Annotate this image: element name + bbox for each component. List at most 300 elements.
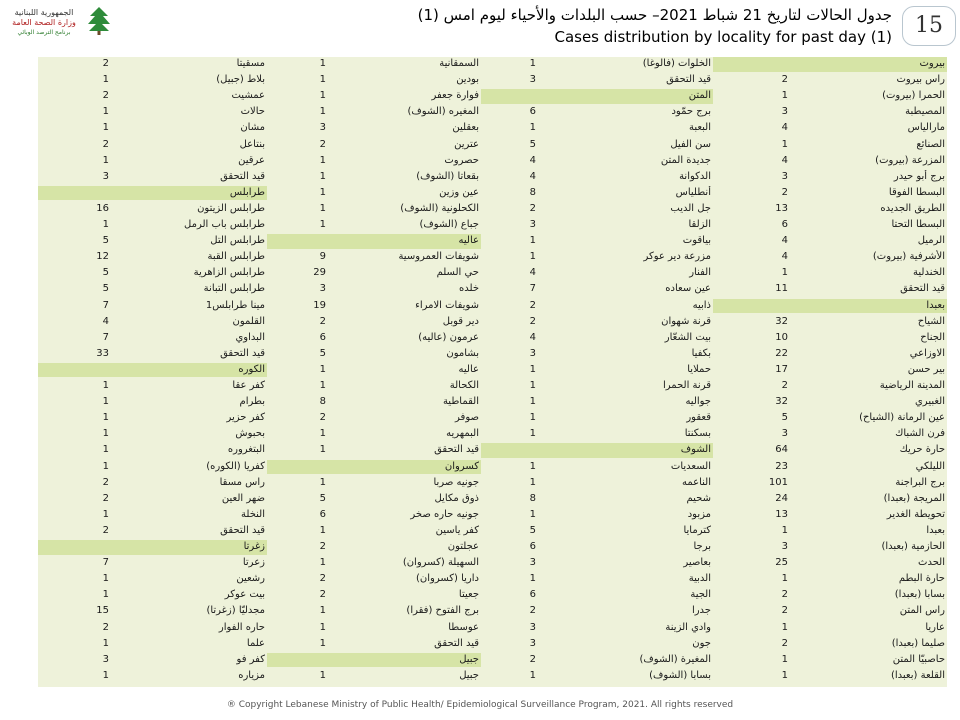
locality-name: فوارة جعفر [431, 90, 479, 102]
locality-name: بعاصير [683, 557, 711, 569]
case-count: 1 [781, 653, 788, 665]
case-count: 33 [96, 347, 109, 359]
case-count: 1 [781, 90, 788, 102]
locality-name: الليلكي [915, 460, 945, 472]
locality-name: طرابلس باب الرمل [184, 219, 265, 230]
case-count: 32 [775, 396, 788, 408]
case-count: 101 [768, 476, 788, 488]
case-count: 7 [102, 557, 109, 569]
locality-name: كفريا (الكوره) [206, 460, 265, 472]
case-count: 5 [102, 283, 109, 295]
case-count: 6 [319, 508, 326, 520]
table-row [38, 234, 947, 249]
case-count: 7 [102, 299, 109, 311]
locality-name: قيد التحقق [900, 283, 945, 295]
case-count: 1 [781, 573, 788, 585]
case-count: 1 [529, 380, 536, 391]
case-count: 2 [319, 138, 326, 150]
case-count: 1 [529, 573, 536, 585]
case-count: 5 [781, 412, 788, 424]
case-count: 1 [319, 444, 326, 456]
locality-name: قيد التحقق [434, 444, 479, 456]
table-row [38, 379, 947, 394]
locality-name: الحدث [918, 557, 945, 569]
locality-name: الفنار [689, 267, 711, 279]
locality-name: برج حمّود [671, 106, 711, 118]
case-count: 3 [529, 347, 536, 359]
locality-name: البعبة [688, 122, 711, 134]
locality-name: بياقوت [682, 235, 711, 247]
case-count: 24 [775, 492, 788, 504]
case-count: 1 [319, 170, 326, 182]
locality-name: زعرتا [242, 557, 265, 569]
locality-name: حملايا [687, 363, 711, 375]
locality-name: جواليه [685, 396, 711, 408]
locality-name: بطرام [239, 396, 265, 408]
case-count: 3 [529, 637, 536, 649]
table-row [38, 669, 947, 684]
case-count: 22 [775, 347, 788, 359]
case-count [713, 299, 792, 314]
case-count: 1 [529, 58, 536, 69]
case-count: 1 [529, 476, 536, 488]
case-count [38, 186, 113, 201]
case-count: 1 [319, 557, 326, 569]
case-count: 1 [102, 444, 109, 456]
case-count: 2 [781, 74, 788, 86]
locality-name: المغيرة (الشوف) [639, 653, 711, 665]
locality-name: شحيم [686, 492, 711, 504]
page-number: 15 [902, 6, 956, 46]
locality-name: قيد التحقق [220, 170, 265, 182]
locality-name: المزرعة (بيروت) [875, 154, 945, 166]
case-count: 11 [775, 283, 788, 295]
locality-name: راس المتن [899, 605, 945, 617]
case-count: 4 [781, 122, 788, 134]
locality-name: قعقور [686, 412, 711, 424]
locality-name: الجناح [920, 331, 945, 343]
case-count: 7 [102, 331, 109, 343]
case-count [481, 443, 540, 458]
case-count: 1 [529, 508, 536, 520]
case-count: 2 [319, 412, 326, 424]
case-count: 1 [102, 508, 109, 520]
case-count: 5 [529, 138, 536, 150]
case-count: 8 [529, 492, 536, 504]
case-count: 1 [102, 380, 109, 391]
case-count: 2 [529, 653, 536, 665]
case-count: 10 [775, 331, 788, 343]
footer-copyright: ® Copyright Lebanese Ministry of Public Health/ Epidemiological Surveillance Program, 2021. All rights reserved [226, 700, 734, 710]
locality-name: الشوف [540, 443, 713, 458]
locality-name: بسكنتا [684, 428, 711, 440]
case-count: 4 [529, 267, 536, 279]
case-count: 4 [781, 251, 788, 263]
locality-name: رشعين [236, 573, 265, 585]
case-count: 2 [102, 621, 109, 633]
case-count: 1 [319, 363, 326, 375]
table-row [38, 508, 947, 523]
locality-name: عين وزين [439, 186, 479, 198]
case-count: 3 [529, 621, 536, 633]
locality-name: بلاط (جبيل) [216, 74, 265, 86]
table-row [38, 138, 947, 153]
locality-name: كسروان [330, 460, 481, 475]
case-count: 64 [775, 444, 788, 456]
locality-name: عين سعاده [665, 283, 711, 295]
locality-name: البمهريه [446, 428, 479, 440]
case-count: 3 [529, 219, 536, 230]
locality-name: جونيه صربا [433, 476, 479, 488]
table-row [38, 540, 947, 555]
case-count: 1 [102, 219, 109, 230]
case-count: 3 [102, 653, 109, 665]
locality-name: داريا (كسروان) [415, 573, 479, 585]
locality-name: شويفات الامراء [415, 299, 479, 311]
locality-name: صليما (بعبدا) [891, 637, 945, 649]
locality-name: السهيلة (كسروان) [402, 557, 479, 569]
table-row [38, 347, 947, 362]
locality-name: الرميل [917, 235, 945, 247]
locality-name: حالات [240, 106, 265, 118]
locality-name: بنتاعل [239, 138, 265, 150]
case-count: 1 [529, 363, 536, 375]
case-count: 13 [775, 202, 788, 214]
locality-name: المصيطبة [905, 106, 945, 118]
case-count [267, 234, 330, 249]
locality-name: ذوق مكايل [434, 492, 479, 504]
locality-name: جدرا [691, 605, 711, 617]
case-count: 2 [319, 573, 326, 585]
case-count: 1 [102, 396, 109, 408]
locality-name: طرابلس التل [210, 235, 265, 247]
locality-name: عترين [454, 138, 479, 150]
case-count: 3 [781, 106, 788, 118]
case-count: 17 [775, 363, 788, 375]
locality-name: الحازمية (بعبدا) [881, 541, 945, 552]
locality-name: بعبدا [792, 299, 947, 314]
locality-name: المغيره (الشوف) [407, 106, 479, 118]
locality-name: بحبوش [235, 428, 265, 440]
locality-name: حي السلم [436, 267, 479, 279]
locality-name: أنطلياس [675, 186, 711, 198]
locality-name: القلعة (بعبدا) [890, 669, 945, 681]
locality-name: طرابلس القبة [207, 251, 265, 263]
table-row [38, 73, 947, 88]
locality-name: حارة البطم [898, 573, 945, 585]
header [0, 0, 960, 56]
case-count: 3 [529, 557, 536, 569]
case-count: 4 [102, 315, 109, 327]
locality-name: الدبية [688, 573, 711, 585]
case-count [38, 540, 113, 555]
locality-name: فرن الشباك [895, 428, 945, 440]
case-count: 1 [319, 524, 326, 536]
table-row [38, 572, 947, 587]
case-count: 9 [319, 251, 326, 263]
case-count: 5 [102, 267, 109, 279]
case-count: 2 [781, 380, 788, 391]
table-row [38, 476, 947, 491]
locality-name: قيد التحقق [220, 524, 265, 536]
case-count: 1 [319, 202, 326, 214]
table-row [38, 315, 947, 330]
case-count: 1 [319, 605, 326, 617]
locality-name: كفر حزير [226, 412, 265, 424]
locality-name: مينا طرابلس1 [205, 299, 265, 311]
locality-name: البتغروره [227, 444, 265, 456]
locality-name: بودين [456, 74, 479, 86]
locality-name: صوفر [455, 412, 479, 424]
locality-name: بكفيا [691, 347, 711, 359]
case-count: 1 [319, 186, 326, 198]
case-count: 19 [313, 299, 326, 311]
table-row [38, 604, 947, 619]
case-count [481, 89, 540, 104]
locality-name: الصنائع [916, 138, 945, 150]
case-count: 1 [319, 428, 326, 440]
locality-name: جديدة المتن [660, 154, 711, 166]
table-row [38, 89, 947, 104]
locality-name: عرقين [238, 154, 265, 166]
table-row [38, 282, 947, 297]
case-count: 23 [775, 460, 788, 472]
case-count: 3 [319, 283, 326, 295]
locality-name: علما [246, 637, 265, 649]
case-count: 2 [781, 186, 788, 198]
case-count: 5 [529, 524, 536, 536]
locality-name: عاريا [925, 621, 945, 633]
locality-name: جونيه حاره صخر [410, 508, 479, 520]
ministry-logo [8, 4, 120, 48]
case-count: 1 [781, 669, 788, 681]
locality-name: بعقلين [452, 122, 479, 134]
locality-name: مجدليّا (زغرتا) [206, 605, 265, 617]
case-count: 2 [319, 315, 326, 327]
table-row [38, 121, 947, 136]
case-count: 1 [102, 669, 109, 681]
case-count: 2 [102, 58, 109, 69]
locality-name: ضهر العين [221, 492, 265, 504]
case-count: 5 [319, 347, 326, 359]
locality-name: المتن [540, 89, 713, 104]
locality-name: البسطا الفوقا [888, 186, 945, 198]
locality-name: مزياره [238, 669, 265, 681]
table-row [38, 395, 947, 410]
locality-name: حاره الفوار [218, 621, 265, 633]
locality-name: قيد التحقق [220, 347, 265, 359]
locality-name: ذابيه [692, 299, 711, 311]
case-count: 1 [319, 380, 326, 391]
table-row [38, 202, 947, 217]
case-count: 1 [781, 138, 788, 150]
case-count: 1 [529, 251, 536, 263]
case-count: 4 [781, 235, 788, 247]
locality-name: جبيل [330, 653, 481, 668]
locality-name: كفر فو [236, 653, 265, 665]
case-count [713, 57, 792, 72]
locality-name: الأشرفية (بيروت) [872, 251, 945, 263]
locality-name: عاليه [458, 363, 479, 375]
locality-name: المدينة الرياضية [879, 380, 945, 391]
locality-name: بقعاتا (الشوف) [416, 170, 479, 182]
table-row [38, 105, 947, 120]
case-count: 2 [781, 605, 788, 617]
case-count: 2 [781, 637, 788, 649]
case-count: 2 [102, 524, 109, 536]
case-count: 1 [102, 106, 109, 118]
logo-line-2: وزارة الصحة العامة [12, 18, 76, 27]
case-count: 5 [102, 235, 109, 247]
locality-name: الحمرا (بيروت) [882, 90, 945, 102]
case-count: 2 [102, 492, 109, 504]
case-count: 1 [319, 621, 326, 633]
locality-name: الخلوات (فالوغا) [642, 58, 711, 69]
table-row [38, 250, 947, 265]
locality-name: مارالياس [907, 122, 945, 134]
table-row [38, 443, 947, 458]
case-count: 6 [781, 219, 788, 230]
case-count: 1 [102, 637, 109, 649]
case-count: 3 [529, 74, 536, 86]
locality-name: طرابلس الزيتون [197, 202, 265, 214]
case-count: 1 [529, 669, 536, 681]
locality-name: شويفات العمروسية [398, 251, 479, 263]
locality-name: الناعمه [682, 476, 711, 488]
case-count: 12 [96, 251, 109, 263]
locality-name: طرابلس الزاهرية [193, 267, 265, 279]
case-count [38, 363, 113, 378]
table-row [38, 154, 947, 169]
case-count: 1 [102, 412, 109, 424]
locality-name: القلمون [232, 315, 265, 327]
locality-name: بيروت [792, 57, 947, 72]
locality-name: عرمون (عاليه) [418, 331, 479, 343]
case-count: 1 [102, 428, 109, 440]
table-row [38, 637, 947, 652]
case-count: 1 [319, 476, 326, 488]
locality-name: جل الديب [670, 202, 711, 214]
locality-name: جباع (الشوف) [419, 219, 479, 230]
locality-name: كترمايا [683, 524, 711, 536]
locality-name: عين الرمانة (الشياح) [859, 412, 945, 424]
table-row [38, 218, 947, 233]
case-count: 2 [319, 589, 326, 601]
case-count [267, 460, 330, 475]
locality-name: طرابلس التبانة [203, 283, 265, 295]
case-count: 3 [781, 541, 788, 552]
table-row [38, 653, 947, 668]
table-row [38, 411, 947, 426]
locality-name: السعديات [670, 460, 711, 472]
case-count: 4 [781, 154, 788, 166]
locality-name: حاصبيّا المتن [892, 653, 945, 665]
locality-name: زغرتا [113, 540, 267, 555]
case-count: 1 [319, 90, 326, 102]
case-count: 2 [319, 541, 326, 552]
case-count: 29 [313, 267, 326, 279]
case-count: 8 [529, 186, 536, 198]
table-row [38, 427, 947, 442]
case-count: 4 [529, 170, 536, 182]
locality-name: مشان [240, 122, 265, 134]
case-count: 1 [529, 396, 536, 408]
case-count: 6 [529, 589, 536, 601]
locality-name: البسطا التحتا [891, 219, 945, 230]
case-count: 7 [529, 283, 536, 295]
locality-name: القماطية [442, 396, 479, 408]
locality-name: دير قوبل [442, 315, 479, 327]
case-count: 1 [319, 219, 326, 230]
table-row [38, 266, 947, 281]
case-count: 1 [102, 74, 109, 86]
case-count: 2 [102, 90, 109, 102]
locality-name: قيد التحقق [666, 74, 711, 86]
locality-name: كفر عقا [232, 380, 265, 391]
case-count: 1 [319, 669, 326, 681]
table-row [38, 492, 947, 507]
case-count: 2 [529, 315, 536, 327]
case-count: 25 [775, 557, 788, 569]
case-count: 3 [319, 122, 326, 134]
case-count: 1 [781, 524, 788, 536]
table-row [38, 621, 947, 636]
case-count: 2 [102, 476, 109, 488]
locality-name: الدكوانة [679, 170, 711, 182]
locality-name: وادي الزينة [665, 621, 711, 633]
table-row [38, 57, 947, 72]
locality-name: الطريق الجديده [880, 202, 945, 214]
locality-name: بيت عوكر [224, 589, 265, 601]
locality-name: بير حسن [907, 363, 945, 375]
locality-name: الغبيري [914, 396, 945, 408]
locality-name: عمشيت [231, 90, 265, 102]
locality-name: بيت الشعّار [664, 331, 711, 343]
locality-name: الزلقا [688, 219, 711, 230]
locality-name: قرنة شهوان [661, 315, 711, 327]
logo-line-1: الجمهورية اللبنانية [14, 8, 74, 17]
case-count: 2 [781, 589, 788, 601]
table-row [38, 299, 947, 314]
case-count: 1 [102, 154, 109, 166]
case-count: 2 [529, 605, 536, 617]
locality-name: راس مسقا [219, 476, 265, 488]
locality-name: قرنة الحمرا [663, 380, 711, 391]
case-count: 15 [96, 605, 109, 617]
case-count: 1 [319, 154, 326, 166]
case-count: 1 [319, 58, 326, 69]
case-count: 5 [319, 492, 326, 504]
case-count: 1 [102, 589, 109, 601]
locality-name: طرابلس [113, 186, 267, 201]
locality-name: بعبدا [926, 524, 945, 536]
locality-name: بسابا (الشوف) [649, 669, 711, 681]
locality-name: الخندلية [913, 267, 945, 279]
locality-name: مسقيتا [236, 58, 265, 69]
case-count: 1 [319, 106, 326, 118]
case-count: 2 [102, 138, 109, 150]
locality-name: سن الفيل [670, 138, 711, 150]
locality-name: الاوزاعي [909, 347, 945, 359]
case-count: 1 [529, 235, 536, 247]
locality-name: الكوره [113, 363, 267, 378]
case-count: 1 [319, 637, 326, 649]
locality-name: حصروت [444, 154, 479, 166]
locality-name: الشياح [917, 315, 945, 327]
logo-line-3: برنامج الترصد الوبائي [17, 29, 71, 36]
case-count: 4 [529, 331, 536, 343]
locality-name: النخلة [241, 508, 265, 520]
